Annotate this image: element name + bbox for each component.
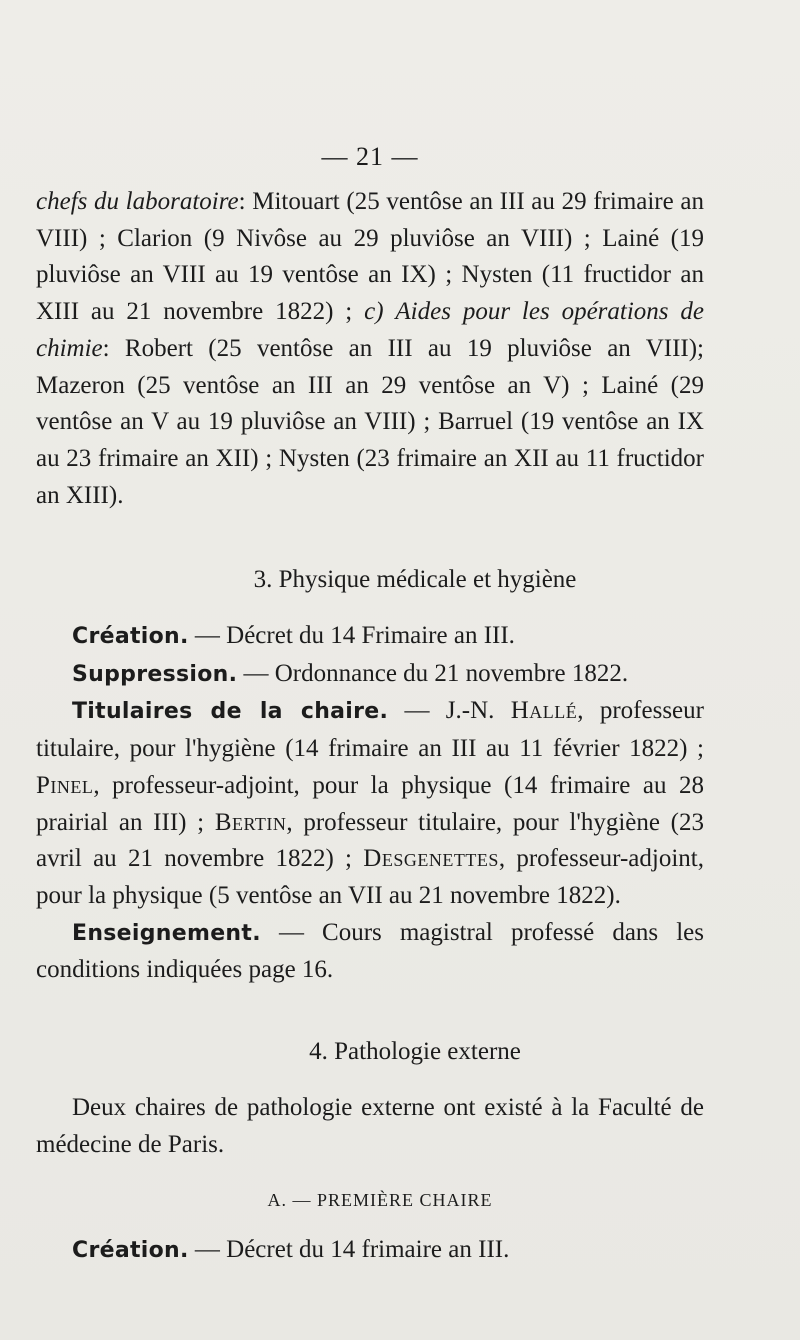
titulaires-dash: — J.-N. [388,697,511,725]
section-4-body [36,1090,704,1163]
section-4-text: Deux chaires de pathologie externe ont existé à la Faculté de médecine de Paris. [36,1094,704,1158]
section-4-title: Pathologie externe [334,1038,521,1065]
suppression-label: Suppression. [72,661,238,687]
section-3-title: Physique médicale et hygiène [278,566,577,593]
label-aides-chimie: Aides pour les opérations de chimie [36,298,704,362]
section-4-creation-text: — Décret du 14 frimaire an III. [188,1236,510,1263]
titulaires-text-3: , professeur titulaire, pour l'hygiène (23 avril au 21 novembre 1822) ; [36,808,704,873]
enseignement-paragraph [36,915,704,989]
label-chefs-laboratoire: chefs du laboratoire [36,188,239,215]
section-4-creation [36,1232,704,1270]
section-4-creation-label: Création. [72,1238,189,1263]
titulaires-label: Titulaires de la chaire. [72,699,389,725]
titulaires-text-1: , professeur titulaire, pour l'hygiène (14 frimaire an III au 11 février 1822) ; [36,697,704,763]
chefs-laboratoire-text: : Mitouart (25 ventôse an III au 29 frimaire an VIII) ; Clarion (9 Nivôse au 29 pluviôse an VIII) ; Lainé (19 pluviôse an VIII au 19 ventôse an IX) ; Nysten (11 fructidor an XIII au 21 novembre 1822) ; [36,188,704,326]
page-number: — 21 — [321,142,419,171]
enseignement-text: — Cours magistral professé dans les conditions indiquées page 16. [36,918,704,984]
label-c-prefix: c) [364,298,384,326]
creation-line [36,618,704,656]
name-pinel: Pinel [36,771,94,799]
premiere-chaire-subheading: A. — PREMIÈRE CHAIRE [267,1190,493,1210]
enseignement-label: Enseignement. [72,920,261,946]
name-bertin: Bertin [214,808,287,836]
titulaires-text-2: , professeur-adjoint, pour la physique (14 frimaire au 28 prairial an III) ; [36,771,704,836]
creation-text: — Décret du 14 Frimaire an III. [188,622,515,649]
suppression-line [36,656,704,694]
titulaires-text-4: , professeur-adjoint, pour la physique (5 ventôse an VII au 21 novembre 1822). [36,845,704,909]
aides-chimie-text: : Robert (25 ventôse an III au 19 pluviôse an VIII); Mazeron (25 ventôse an III an 29 ventôse an V) ; Lainé (29 ventôse an V au 19 pluviôse an VIII) ; Barruel (19 ventôse an IX au 23 frimaire an XII) ; Nysten (23 frimaire an XII au 11 fructidor an XIII). [36,334,704,509]
section-4-heading [0,1034,800,1070]
section-4-number: 4. [309,1038,328,1065]
intro-paragraph [36,184,704,514]
titulaires-paragraph [36,693,704,914]
section-3-body [36,618,704,989]
section-3-heading [0,562,800,598]
suppression-text: — Ordonnance du 21 novembre 1822. [237,659,629,687]
section-3-number: 3. [253,566,273,593]
name-halle: Hallé [510,697,578,725]
creation-label: Création. [72,624,189,649]
name-desgenettes: Desgenettes [363,845,499,873]
